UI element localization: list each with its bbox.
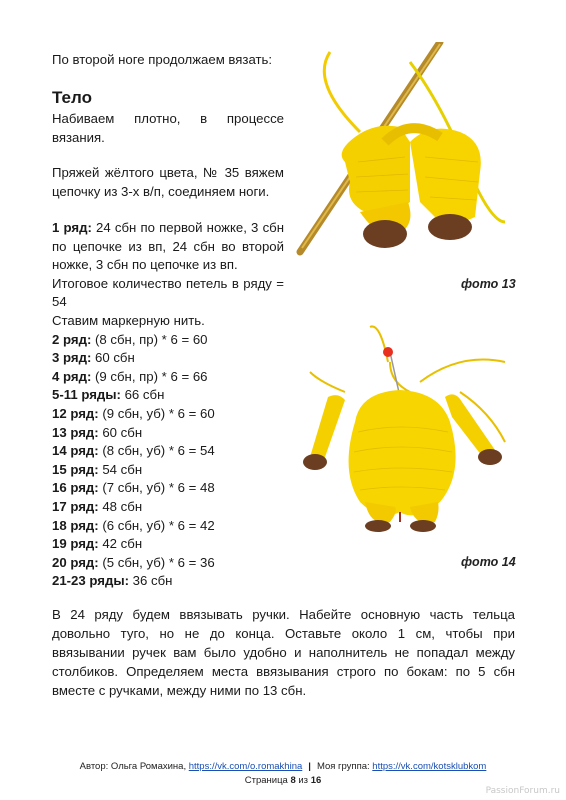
footer-credits xyxy=(0,761,566,772)
row-label: 3 ряд: xyxy=(52,350,92,366)
row-text: (8 сбн, уб) * 6 = 54 xyxy=(98,443,215,459)
section-heading: Тело xyxy=(52,88,92,107)
row-text: 60 сбн xyxy=(91,350,135,366)
page-number xyxy=(0,775,566,786)
row-label: 2 ряд: xyxy=(52,331,92,347)
row-instructions xyxy=(52,219,284,591)
row-line xyxy=(52,498,284,517)
row-line xyxy=(52,331,284,350)
photo-14-caption: фото 14 xyxy=(461,555,516,569)
watermark: PassionForum.ru xyxy=(485,786,560,796)
row-label: 18 ряд: xyxy=(52,517,99,533)
row-line xyxy=(52,479,284,498)
row-label: 19 ряд: xyxy=(52,536,99,552)
row-line xyxy=(52,405,284,424)
page-current: 8 xyxy=(290,775,296,786)
photo-14-body-with-arms xyxy=(290,322,515,548)
intro-text: По второй ноге продолжаем вязать: xyxy=(52,52,273,67)
row-text: 24 сбн по первой ножке, 3 сбн по цепочке из вп, 24 сбн во второй ножке, 3 сбн по цепочке из вп. xyxy=(52,220,285,273)
page-mid: из xyxy=(295,775,311,786)
row-line xyxy=(52,535,284,554)
row-line xyxy=(52,219,284,275)
row-line xyxy=(52,572,284,591)
row-line xyxy=(52,424,284,443)
row-line xyxy=(52,368,284,387)
row-line xyxy=(52,461,284,480)
row-line xyxy=(52,275,284,312)
arms-paragraph: В 24 ряду будем ввязывать ручки. Набейте основную часть тельца довольно туго, но не до конца. Оставьте около 1 см, чтобы при ввязывании ручек вам было удобно и наполнитель не попадал между столбиков. Определяем места ввязывания строго по бокам: по 5 сбн вместе с ручками, между ними по 13 сбн. xyxy=(52,607,515,698)
row-text: Итоговое количество петель в ряду = 54 xyxy=(52,275,284,310)
row-text: (6 сбн, уб) * 6 = 42 xyxy=(98,517,215,533)
author-label: Автор: Ольга Ромахина, xyxy=(79,761,189,772)
row-text: (7 сбн, уб) * 6 = 48 xyxy=(98,480,215,496)
row-label: 4 ряд: xyxy=(52,368,92,384)
row-text: 54 сбн xyxy=(98,461,143,477)
page-prefix: Страница xyxy=(244,775,291,786)
footer-separator: | xyxy=(308,761,311,772)
row-label: 12 ряд: xyxy=(52,405,99,421)
row-text: Ставим маркерную нить. xyxy=(52,312,205,328)
row-text: (9 сбн, пр) * 6 = 66 xyxy=(91,368,208,384)
row-label: 16 ряд: xyxy=(52,480,99,496)
row-label: 20 ряд: xyxy=(52,554,99,570)
row-label: 13 ряд: xyxy=(52,424,99,440)
photo-13-legs-on-hook xyxy=(290,42,515,270)
row-label: 5-11 ряды: xyxy=(52,387,121,403)
row-text: 66 сбн xyxy=(120,387,165,403)
row-text: 42 сбн xyxy=(98,536,143,552)
row-text: 48 сбн xyxy=(98,498,143,514)
stuffing-paragraph: Набиваем плотно, в процессе вязания. xyxy=(52,111,284,145)
photo-13-caption: фото 13 xyxy=(461,277,516,291)
row-label: 14 ряд: xyxy=(52,443,99,459)
row-text: (9 сбн, уб) * 6 = 60 xyxy=(98,405,215,421)
row-label: 15 ряд: xyxy=(52,461,99,477)
row-label: 1 ряд: xyxy=(52,220,92,235)
group-label: Моя группа: xyxy=(316,761,373,772)
row-line xyxy=(52,349,284,368)
row-text: (5 сбн, уб) * 6 = 36 xyxy=(98,554,215,570)
row-line xyxy=(52,442,284,461)
row-text: 60 сбн xyxy=(98,424,143,440)
row-line xyxy=(52,554,284,573)
row-line xyxy=(52,312,284,331)
row-label: 21-23 ряды: xyxy=(52,573,129,589)
group-link[interactable]: https://vk.com/kotsklubkom xyxy=(372,761,487,772)
page-total: 16 xyxy=(310,775,322,786)
yarn-paragraph: Пряжей жёлтого цвета, № 35 вяжем цепочку из 3-х в/п, соединяем ноги. xyxy=(52,165,284,199)
row-label: 17 ряд: xyxy=(52,498,99,514)
author-link[interactable]: https://vk.com/o.romakhina xyxy=(188,761,303,772)
row-text: 36 сбн xyxy=(129,573,173,589)
row-line xyxy=(52,386,284,405)
row-text: (8 сбн, пр) * 6 = 60 xyxy=(91,331,208,347)
row-line xyxy=(52,517,284,536)
